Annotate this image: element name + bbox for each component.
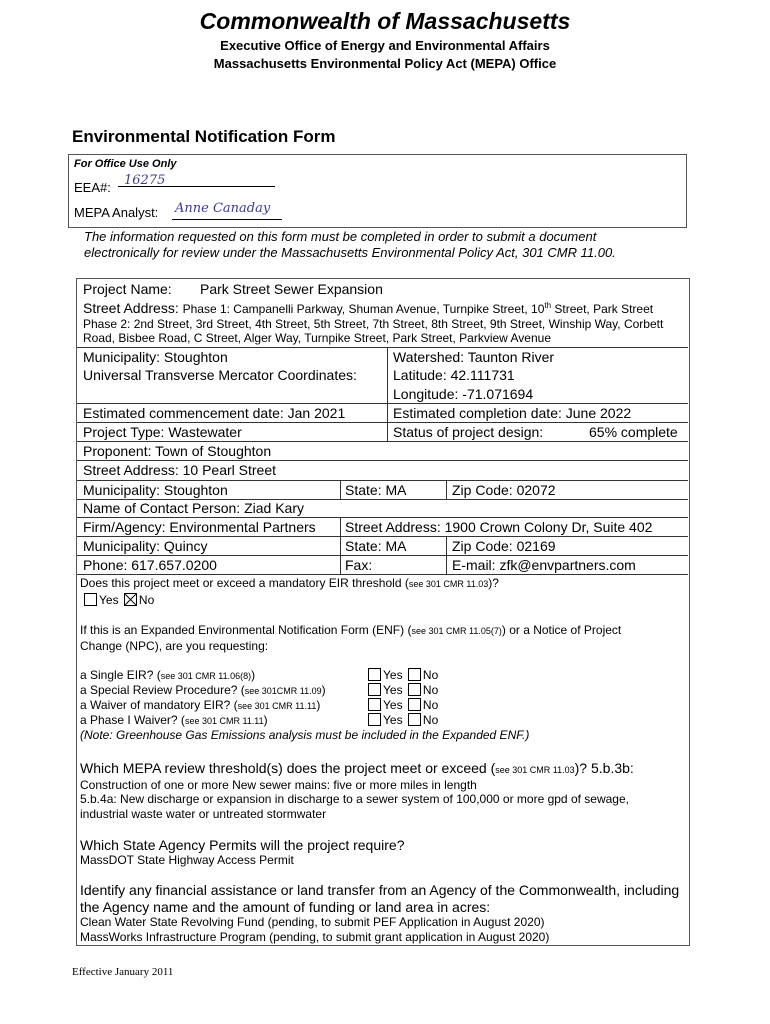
thresholds-answer-3[interactable]: industrial waste water or untreated stormwater <box>80 807 327 821</box>
project-type-field[interactable]: Project Type: Wastewater <box>83 424 242 440</box>
eir-threshold-question: Does this project meet or exceed a mandatory EIR threshold (see 301 CMR 11.03)? <box>80 576 499 590</box>
completion-date-field[interactable]: Estimated completion date: June 2022 <box>393 405 632 421</box>
divider <box>77 480 688 481</box>
eir-yes-checkbox[interactable] <box>84 593 97 606</box>
srp-yes-checkbox[interactable] <box>368 683 381 696</box>
project-name-label: Project Name: <box>83 281 172 297</box>
page-title: Commonwealth of Massachusetts <box>199 8 571 34</box>
single-eir-yes-checkbox[interactable] <box>368 668 381 681</box>
proponent-field[interactable]: Proponent: Town of Stoughton <box>83 443 272 459</box>
municipality-field[interactable]: Municipality: Stoughton <box>83 349 228 365</box>
office-use-label: For Office Use Only <box>74 158 177 170</box>
longitude-field[interactable]: Longitude: -71.071694 <box>393 386 534 402</box>
waiver-no-checkbox[interactable] <box>408 698 421 711</box>
footer-effective-date: Effective January 2011 <box>72 966 174 978</box>
agency-subtitle: Executive Office of Energy and Environmental Affairs <box>220 38 550 53</box>
divider <box>77 441 688 442</box>
project-name-field[interactable]: Park Street Sewer Expansion <box>200 281 383 297</box>
proponent-municipality-field[interactable]: Municipality: Stoughton <box>83 482 228 498</box>
firm-municipality-field[interactable]: Municipality: Quincy <box>83 538 208 554</box>
column-divider <box>340 517 341 574</box>
proponent-zip-field[interactable]: Zip Code: 02072 <box>452 482 556 498</box>
contact-person-field[interactable]: Name of Contact Person: Ziad Kary <box>83 500 304 516</box>
waiver-options: Yes No <box>368 698 438 712</box>
single-eir-options: Yes No <box>368 668 438 682</box>
phase1-yes-checkbox[interactable] <box>368 713 381 726</box>
watershed-field[interactable]: Watershed: Taunton River <box>393 349 555 365</box>
proponent-street-field[interactable]: Street Address: 10 Pearl Street <box>83 462 276 478</box>
column-divider <box>446 536 447 574</box>
phase1-no-checkbox[interactable] <box>408 713 421 726</box>
email-field[interactable]: E-mail: zfk@envpartners.com <box>452 557 636 573</box>
firm-zip-field[interactable]: Zip Code: 02169 <box>452 538 556 554</box>
eir-no-checkbox[interactable] <box>124 593 137 606</box>
project-street-line1: Phase 1: Campanelli Parkway, Shuman Avenue, Turnpike Street, 10th Street, Park Street <box>182 301 654 316</box>
commencement-date-field[interactable]: Estimated commencement date: Jan 2021 <box>83 405 346 421</box>
waiver-question: a Waiver of mandatory EIR? (see 301 CMR 11.11) <box>80 698 321 712</box>
latitude-field[interactable]: Latitude: 42.111731 <box>393 367 515 383</box>
waiver-yes-checkbox[interactable] <box>368 698 381 711</box>
office-subtitle: Massachusetts Environmental Policy Act (MEPA) Office <box>213 56 557 71</box>
divider <box>77 555 688 556</box>
divider <box>77 422 688 423</box>
instructions-text: The information requested on this form must be completed in order to submit a document electronically for review under the Massachusetts Environmental Policy Act, 301 CMR 11.00. <box>84 229 616 260</box>
divider <box>77 460 688 461</box>
financial-answer-2[interactable]: MassWorks Infrastructure Program (pending, to submit grant application in August 2020) <box>80 930 550 944</box>
mepa-analyst-field[interactable]: Anne Canaday <box>175 201 271 216</box>
column-divider <box>446 480 447 499</box>
mepa-analyst-underline <box>172 219 282 220</box>
utm-label: Universal Transverse Mercator Coordinates: <box>83 367 357 383</box>
project-street-block[interactable] <box>83 300 653 316</box>
divider <box>77 403 688 404</box>
mepa-analyst-label: MEPA Analyst: <box>74 205 159 220</box>
project-street-label: Street Address: <box>83 300 179 316</box>
project-street-line3: Road, Bisbee Road, C Street, Alger Way, Turnpike Street, Park Street, Parkview Avenue <box>83 331 552 345</box>
eir-threshold-options <box>84 593 154 607</box>
thresholds-question: Which MEPA review threshold(s) does the project meet or exceed (see 301 CMR 11.03)? 5.b.3b: <box>80 760 634 776</box>
financial-answer-1[interactable]: Clean Water State Revolving Fund (pending, to submit PEF Application in August 2020) <box>80 915 545 929</box>
thresholds-answer-1[interactable]: Construction of one or more New sewer mains: five or more miles in length <box>80 778 477 792</box>
single-eir-question: a Single EIR? (see 301 CMR 11.06(8)) <box>80 668 256 682</box>
divider <box>77 347 688 348</box>
eea-label: EEA#: <box>74 180 111 195</box>
thresholds-answer-2[interactable]: 5.b.4a: New discharge or expansion in discharge to a sewer system of 100,000 or more gpd of sewage, <box>80 792 629 806</box>
ghg-note: (Note: Greenhouse Gas Emissions analysis must be included in the Expanded ENF.) <box>80 728 530 742</box>
financial-question-1: Identify any financial assistance or land transfer from an Agency of the Commonwealth, including <box>80 882 680 898</box>
srp-question: a Special Review Procedure? (see 301CMR 11.09) <box>80 683 326 697</box>
fax-field[interactable]: Fax: <box>345 557 373 573</box>
divider <box>77 536 688 537</box>
single-eir-no-checkbox[interactable] <box>408 668 421 681</box>
divider <box>77 517 688 518</box>
design-status-label: Status of project design: <box>393 424 544 440</box>
permits-answer[interactable]: MassDOT State Highway Access Permit <box>80 853 294 867</box>
column-divider <box>340 480 341 499</box>
phase1-waiver-question: a Phase I Waiver? (see 301 CMR 11.11) <box>80 713 268 727</box>
financial-question-2: the Agency name and the amount of funding or land area in acres: <box>80 899 491 915</box>
phase1-options: Yes No <box>368 713 438 727</box>
permits-question: Which State Agency Permits will the project require? <box>80 837 405 853</box>
design-status-field[interactable]: 65% complete <box>589 424 678 440</box>
project-street-line2: Phase 2: 2nd Street, 3rd Street, 4th Street, 5th Street, 7th Street, 8th Street, 9th Street, Winship Way, Corbett <box>83 317 664 331</box>
firm-state-field[interactable]: State: MA <box>345 538 407 554</box>
no-label: No <box>138 593 155 607</box>
firm-street-field[interactable]: Street Address: 1900 Crown Colony Dr, Suite 402 <box>345 519 653 535</box>
srp-options: Yes No <box>368 683 438 697</box>
firm-agency-field[interactable]: Firm/Agency: Environmental Partners <box>83 519 316 535</box>
enf-question: If this is an Expanded Environmental Notification Form (ENF) (see 301 CMR 11.05(7)) or a Notice of Project <box>80 623 622 637</box>
eea-number-field[interactable]: 16275 <box>124 173 166 188</box>
form-title: Environmental Notification Form <box>72 127 336 146</box>
proponent-state-field[interactable]: State: MA <box>345 482 407 498</box>
yes-label: Yes <box>99 593 119 607</box>
divider <box>77 574 688 575</box>
enf-question-line2: Change (NPC), are you requesting: <box>80 639 269 653</box>
column-divider <box>387 347 388 441</box>
srp-no-checkbox[interactable] <box>408 683 421 696</box>
phone-field[interactable]: Phone: 617.657.0200 <box>83 557 217 573</box>
